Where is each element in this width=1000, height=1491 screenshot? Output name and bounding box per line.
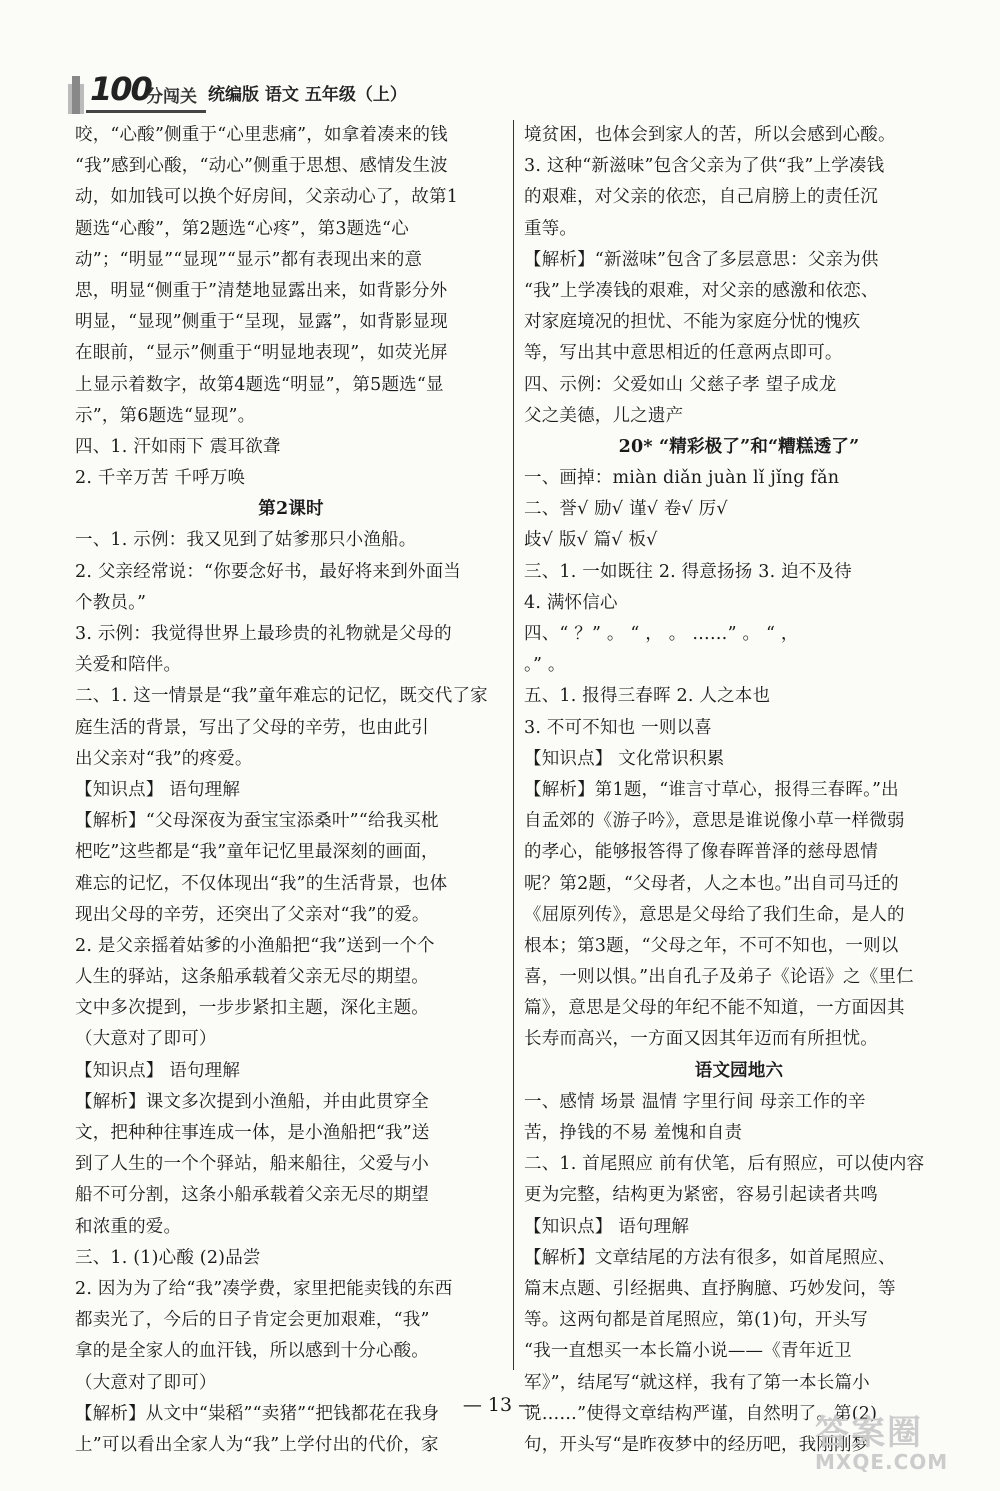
text-line: 2. 因为为了给“我”凑学费，家里把能卖钱的东西 xyxy=(75,1278,453,1299)
text-line: 二、1. 首尾照应 前有伏笔，后有照应，可以使内容 xyxy=(524,1154,925,1175)
text-line: 杷吃”这些都是“我”童年记忆里最深刻的画面， xyxy=(75,842,439,863)
text-line: 人生的驿站，这条船承载着父亲无尽的期望。 xyxy=(75,967,429,988)
text-line: 父之美德，儿之遗产 xyxy=(524,405,684,426)
text-line: 【知识点】 语句理解 xyxy=(75,779,241,800)
text-line: 四、“ ？” 。 “ ， 。 ……” 。 “ ， xyxy=(524,624,799,644)
text-line: 示”，第6题选“显现”。 xyxy=(75,405,256,426)
text-line: 3. 示例：我觉得世界上最珍贵的礼物就是父母的 xyxy=(75,624,452,644)
text-line: 【解析】文章结尾的方法有很多，如首尾照应、 xyxy=(524,1247,896,1268)
text-line: 四、示例：父爱如山 父慈子孝 望子成龙 xyxy=(524,374,837,395)
watermark-line1: 答案圈 xyxy=(815,1413,923,1453)
text-line: 四、1. 汗如雨下 震耳欲聋 xyxy=(75,436,281,457)
text-line: 船不可分割，这条小船承载着父亲无尽的期望 xyxy=(75,1185,429,1206)
text-line: 和浓重的爱。 xyxy=(75,1216,182,1237)
text-line: 2. 千辛万苦 千呼万唤 xyxy=(75,468,246,489)
text-line: 五、1. 报得三春晖 2. 人之本也 xyxy=(524,686,771,707)
text-line: 难忘的记忆，不仅体现出“我”的生活背景，也体 xyxy=(75,873,448,894)
text-line: 明显，“显现”侧重于“呈现，显露”，如背影显现 xyxy=(75,312,448,333)
text-line: 【解析】“父母深夜为蚕宝宝添桑叶”“给我买枇 xyxy=(75,811,439,832)
text-line: 庭生活的背景，写出了父母的辛劳，也由此引 xyxy=(75,717,429,738)
logo-text: 分闯关 xyxy=(146,87,197,107)
text-line: 三、1. (1)心酸 (2)品尝 xyxy=(75,1247,261,1268)
text-line: 的孝心，能够报答得了像春晖普泽的慈母恩情 xyxy=(524,842,878,863)
text-line: 喜，一则以惧。”出自孔子及弟子《论语》之《里仁 xyxy=(524,967,914,988)
text-line: 3. 不可不知也 一则以喜 xyxy=(524,717,712,738)
text-line: 三、1. 一如既往 2. 得意扬扬 3. 迫不及待 xyxy=(524,561,852,582)
text-line: 的艰难，对父亲的依恋，自己肩膀上的责任沉 xyxy=(524,187,878,208)
text-line: 拿的是全家人的血汗钱，所以感到十分心酸。 xyxy=(75,1341,429,1362)
text-line: 【知识点】 语句理解 xyxy=(75,1060,241,1081)
text-line: 【解析】课文多次提到小渔船，并由此贯穿全 xyxy=(75,1091,429,1112)
text-line: 文中多次提到，一步步紧扣主题，深化主题。 xyxy=(75,998,429,1019)
text-line: 上显示着数字，故第4题选“明显”，第5题选“显 xyxy=(75,374,444,395)
text-line: 根本；第3题，“父母之年，不可不知也，一则以 xyxy=(524,935,899,956)
text-line: 呢？第2题，“父母者，人之本也。”出自司马迁的 xyxy=(524,873,899,894)
right-column xyxy=(524,120,954,1461)
text-line: 《屈原列传》，意思是父母给了我们生命，是人的 xyxy=(524,904,905,925)
text-line: “我”上学凑钱的艰难，对父亲的感激和依恋、 xyxy=(524,280,879,301)
text-line: “我”感到心酸，“动心”侧重于思想、感情发生波 xyxy=(75,156,448,177)
text-line: 自孟郊的《游子吟》，意思是谁说像小草一样微弱 xyxy=(524,811,905,832)
text-line: 上”可以看出全家人为“我”上学付出的代价，家 xyxy=(75,1434,439,1455)
watermark-logo xyxy=(815,1405,985,1485)
text-line: 等。这两句都是首尾照应，第(1)句，开头写 xyxy=(524,1310,868,1331)
text-line: 军》”，结尾写“就这样，我有了第一本长篇小 xyxy=(524,1372,870,1393)
text-line: 歧√ 版√ 篇√ 板√ xyxy=(524,530,658,551)
logo-number: 100 xyxy=(90,70,151,108)
section-heading: 20* “精彩极了”和“糟糕透了” xyxy=(618,436,860,457)
text-line: 长寿而高兴，一方面又因其年迈而有所担忧。 xyxy=(524,1029,878,1050)
text-line: 4. 满怀信心 xyxy=(524,592,618,613)
text-line: 等，写出其中意思相近的任意两点即可。 xyxy=(524,343,843,364)
text-line: 思，明显“侧重于”清楚地显露出来，如背影分外 xyxy=(75,280,448,301)
logo-bars-icon xyxy=(68,84,84,114)
text-line: （大意对了即可） xyxy=(75,1029,217,1050)
book-subtitle: 统编版 语文 五年级（上） xyxy=(208,85,407,105)
text-line: 对家庭境况的担忧、不能为家庭分忧的愧疚 xyxy=(524,312,861,333)
text-line: 【知识点】 语句理解 xyxy=(524,1216,690,1237)
text-line: 关爱和陪伴。 xyxy=(75,655,182,676)
text-line: （大意对了即可） xyxy=(75,1372,217,1393)
watermark-line2: MXQE.COM xyxy=(815,1450,949,1474)
page-number: — 13 — xyxy=(462,1394,538,1416)
text-line: 2. 是父亲摇着姑爹的小渔船把“我”送到一个个 xyxy=(75,935,435,956)
text-line: 更为完整，结构更为紧密，容易引起读者共鸣 xyxy=(524,1185,878,1206)
text-line: 在眼前，“显示”侧重于“明显地表现”，如荧光屏 xyxy=(75,343,448,364)
text-line: 句，开头写“是昨夜梦中的经历吧，我刚刚梦 xyxy=(524,1434,870,1455)
text-line: 动，如加钱可以换个好房间，父亲动心了，故第1 xyxy=(75,187,459,208)
text-line: 2. 父亲经常说：“你要念好书，最好将来到外面当 xyxy=(75,561,462,582)
text-line: 个教员。” xyxy=(75,592,147,613)
text-line: 题选“心酸”，第2题选“心疼”，第3题选“心 xyxy=(75,218,409,239)
text-line: 【解析】“新滋味”包含了多层意思：父亲为供 xyxy=(524,249,879,270)
text-line: 境贫困，也体会到家人的苦，所以会感到心酸。 xyxy=(524,125,896,145)
text-line: “我一直想买一本长篇小说——《青年近卫 xyxy=(524,1341,852,1362)
text-line: 一、画掉：miàn diǎn juàn lǐ jǐng fǎn xyxy=(524,468,840,489)
section-heading: 第2课时 xyxy=(258,499,324,520)
text-line: 文，把种种往事连成一体，是小渔船把“我”送 xyxy=(75,1123,430,1143)
text-line: 篇末点题、引经据典、直抒胸臆、巧妙发问，等 xyxy=(524,1278,896,1299)
series-logo xyxy=(68,72,208,116)
text-line: 3. 这种“新滋味”包含父亲为了供“我”上学凑钱 xyxy=(524,156,885,177)
text-line: 现出父母的辛劳，还突出了父亲对“我”的爱。 xyxy=(75,904,430,925)
text-line: 一、1. 示例：我又见到了姑爹那只小渔船。 xyxy=(75,530,417,551)
text-line: 动”；“明显”“显现”“显示”都有表现出来的意 xyxy=(75,249,423,270)
text-line: 都卖光了，今后的日子肯定会更加艰难，“我” xyxy=(75,1310,430,1331)
column-divider xyxy=(513,120,514,1370)
text-line: 二、1. 这一情景是“我”童年难忘的记忆，既交代了家 xyxy=(75,686,488,707)
section-heading: 语文园地六 xyxy=(694,1060,784,1081)
text-line: 重等。 xyxy=(524,218,578,239)
page-header xyxy=(68,72,938,122)
text-line: 说……”使得文章结构严谨，自然明了。第(2) xyxy=(524,1403,878,1424)
text-line: 咬，“心酸”侧重于“心里悲痛”，如拿着凑来的钱 xyxy=(75,125,448,145)
text-line: 【解析】从文中“粜稻”“卖猪”“把钱都花在我身 xyxy=(75,1403,440,1424)
text-line: 苦，挣钱的不易 羞愧和自责 xyxy=(524,1123,743,1143)
left-column xyxy=(75,120,507,1461)
text-line: 篇》，意思是父母的年纪不能不知道，一方面因其 xyxy=(524,998,905,1019)
text-line: 【解析】第1题，“谁言寸草心，报得三春晖。”出 xyxy=(524,779,899,800)
logo-underline xyxy=(86,110,206,113)
text-line: 到了人生的一个个驿站，船来船往，父爱与小 xyxy=(75,1154,429,1175)
text-line: 【知识点】 文化常识积累 xyxy=(524,748,725,769)
text-line: 一、感情 场景 温情 字里行间 母亲工作的辛 xyxy=(524,1091,866,1112)
text-line: 出父亲对“我”的疼爱。 xyxy=(75,748,253,769)
text-line: 。” 。 xyxy=(524,655,566,676)
text-line: 二、誉√ 励√ 谨√ 卷√ 厉√ xyxy=(524,499,728,520)
